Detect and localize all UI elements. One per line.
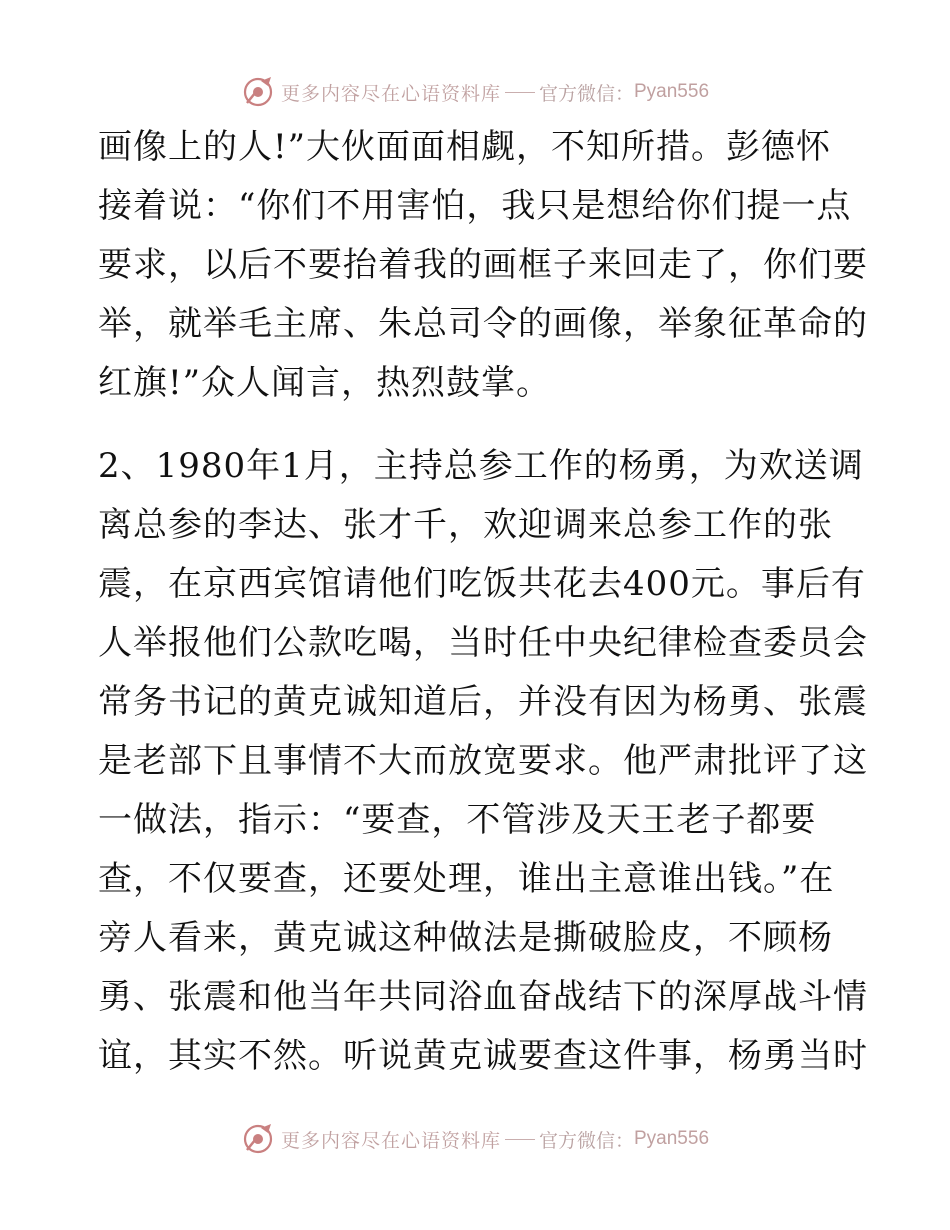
text-line: 红旗!”众人闻言，热烈鼓掌。 — [98, 363, 552, 403]
brand-logo-icon — [241, 1122, 275, 1156]
text-line: 画像上的人!”大伙面面相觑，不知所措。彭德怀 — [98, 127, 832, 167]
paragraph-1 — [98, 118, 868, 413]
footer-dash — [505, 1139, 535, 1140]
footer-wechat-id: Pyan556 — [634, 1128, 710, 1149]
header-banner — [0, 72, 950, 112]
text-line: 2、1980年1月，主持总参工作的杨勇，为欢送调 — [98, 446, 864, 486]
header-brand-text: 更多内容尽在心语资料库 — [280, 82, 501, 105]
text-line: 接着说：“你们不用害怕，我只是想给你们提一点 — [98, 186, 852, 226]
text-line: 一做法，指示：“要查，不管涉及天王老子都要 — [98, 800, 817, 840]
text-line: 要求，以后不要抬着我的画框子来回走了，你们要 — [98, 245, 868, 285]
text-line: 谊，其实不然。听说黄克诚要查这件事，杨勇当时 — [98, 1036, 868, 1076]
text-line: 离总参的李达、张才千，欢迎调来总参工作的张 — [98, 505, 833, 545]
footer-banner — [0, 1119, 950, 1159]
text-line: 查，不仅要查，还要处理，谁出主意谁出钱。”在 — [98, 859, 835, 899]
footer-wechat-label: 官方微信： — [538, 1129, 634, 1152]
header-wechat-label: 官方微信： — [538, 82, 634, 105]
paragraph-2 — [98, 437, 868, 1086]
header-dash — [505, 92, 535, 93]
text-line: 震，在京西宾馆请他们吃饭共花去400元。事后有 — [98, 564, 866, 604]
text-line: 是老部下且事情不大而放宽要求。他严肃批评了这 — [98, 741, 868, 781]
text-line: 人举报他们公款吃喝，当时任中央纪律检查委员会 — [98, 623, 868, 663]
document-body — [98, 118, 868, 1086]
footer-brand-text: 更多内容尽在心语资料库 — [280, 1129, 501, 1152]
text-line: 常务书记的黄克诚知道后，并没有因为杨勇、张震 — [98, 682, 868, 722]
text-line: 勇、张震和他当年共同浴血奋战结下的深厚战斗情 — [98, 977, 868, 1017]
brand-logo-icon — [241, 75, 275, 109]
paragraph-gap — [98, 413, 858, 437]
text-line: 举，就举毛主席、朱总司令的画像，举象征革命的 — [98, 304, 868, 344]
header-wechat-id: Pyan556 — [634, 81, 710, 102]
text-line: 旁人看来，黄克诚这种做法是撕破脸皮，不顾杨 — [98, 918, 833, 958]
